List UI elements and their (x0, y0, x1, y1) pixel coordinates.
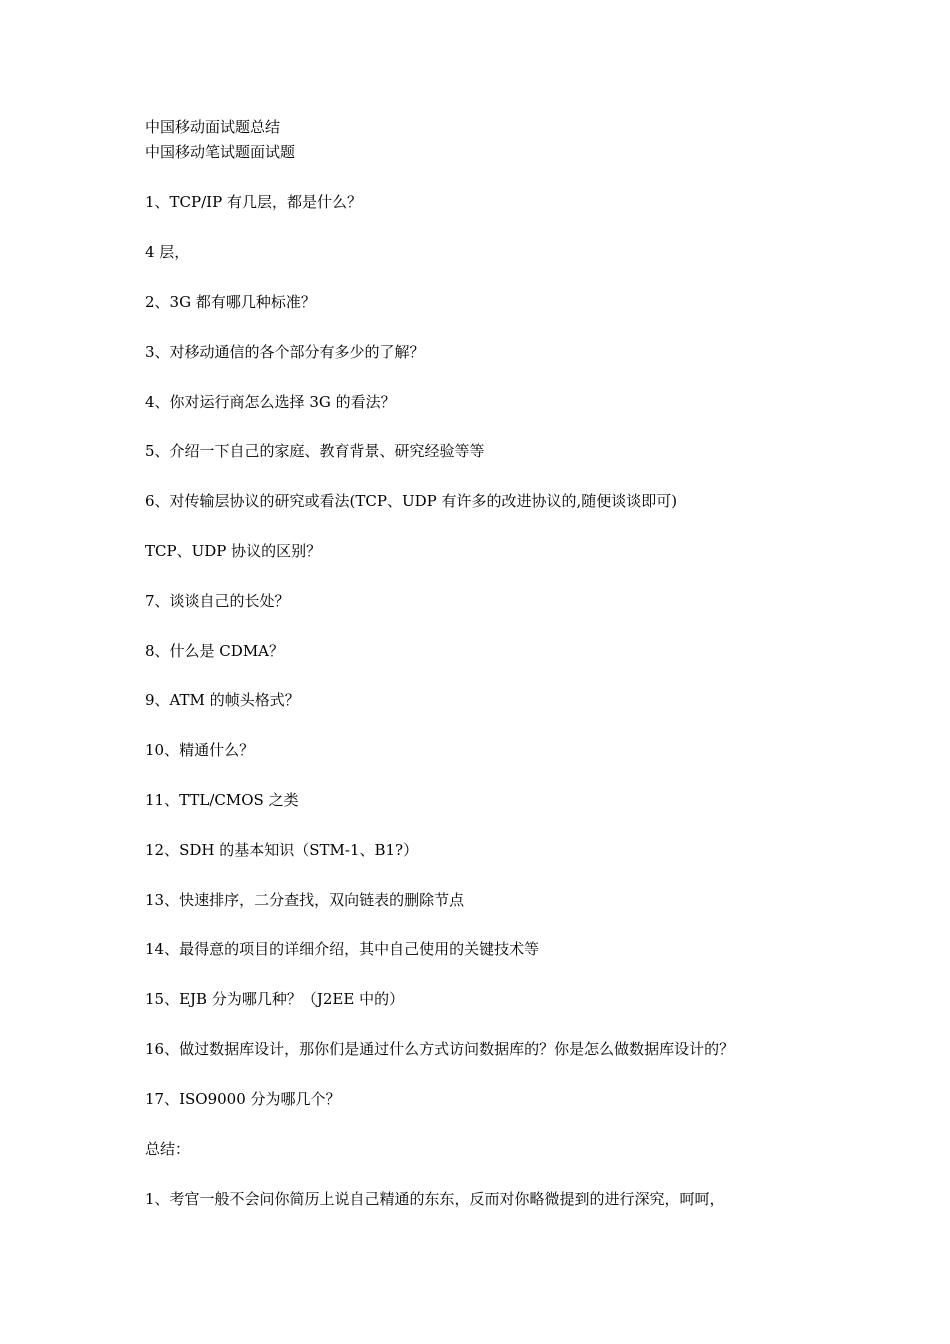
question-13: 13、快速排序，二分查找，双向链表的删除节点 (145, 891, 465, 909)
question-1: 1、TCP/IP 有几层，都是什么？ (145, 193, 362, 211)
answer-1: 4 层， (145, 243, 190, 261)
question-3: 3、对移动通信的各个部分有多少的了解？ (145, 343, 425, 361)
question-6: 6、对传输层协议的研究或看法(TCP、UDP 有许多的改进协议的,随便谈谈即可) (145, 492, 678, 510)
question-16: 16、做过数据库设计，那你们是通过什么方式访问数据库的？你是怎么做数据库设计的？ (145, 1040, 735, 1058)
question-2: 2、3G 都有哪几种标准？ (145, 293, 316, 311)
summary-heading: 总结： (145, 1140, 191, 1158)
question-7: 7、谈谈自己的长处？ (145, 592, 290, 610)
summary-item-1: 1、考官一般不会问你简历上说自己精通的东东，反而对你略微提到的进行深究，呵呵， (145, 1190, 725, 1208)
question-8: 8、什么是 CDMA？ (145, 642, 285, 660)
question-9: 9、ATM 的帧头格式？ (145, 691, 300, 709)
question-14: 14、最得意的项目的详细介绍，其中自己使用的关键技术等 (145, 940, 540, 958)
question-11: 11、TTL/CMOS 之类 (145, 791, 299, 809)
question-6-followup: TCP、UDP 协议的区别？ (145, 542, 322, 560)
document-subtitle: 中国移动笔试题面试题 (145, 143, 296, 161)
question-10: 10、精通什么？ (145, 741, 255, 759)
question-4: 4、你对运行商怎么选择 3G 的看法？ (145, 393, 396, 411)
question-12: 12、SDH 的基本知识（STM-1、B1?） (145, 841, 419, 859)
document-title: 中国移动面试题总结 (145, 118, 281, 136)
question-5: 5、介绍一下自己的家庭、教育背景、研究经验等等 (145, 442, 485, 460)
question-17: 17、ISO9000 分为哪几个？ (145, 1090, 341, 1108)
question-15: 15、EJB 分为哪几种？（J2EE 中的） (145, 990, 405, 1008)
